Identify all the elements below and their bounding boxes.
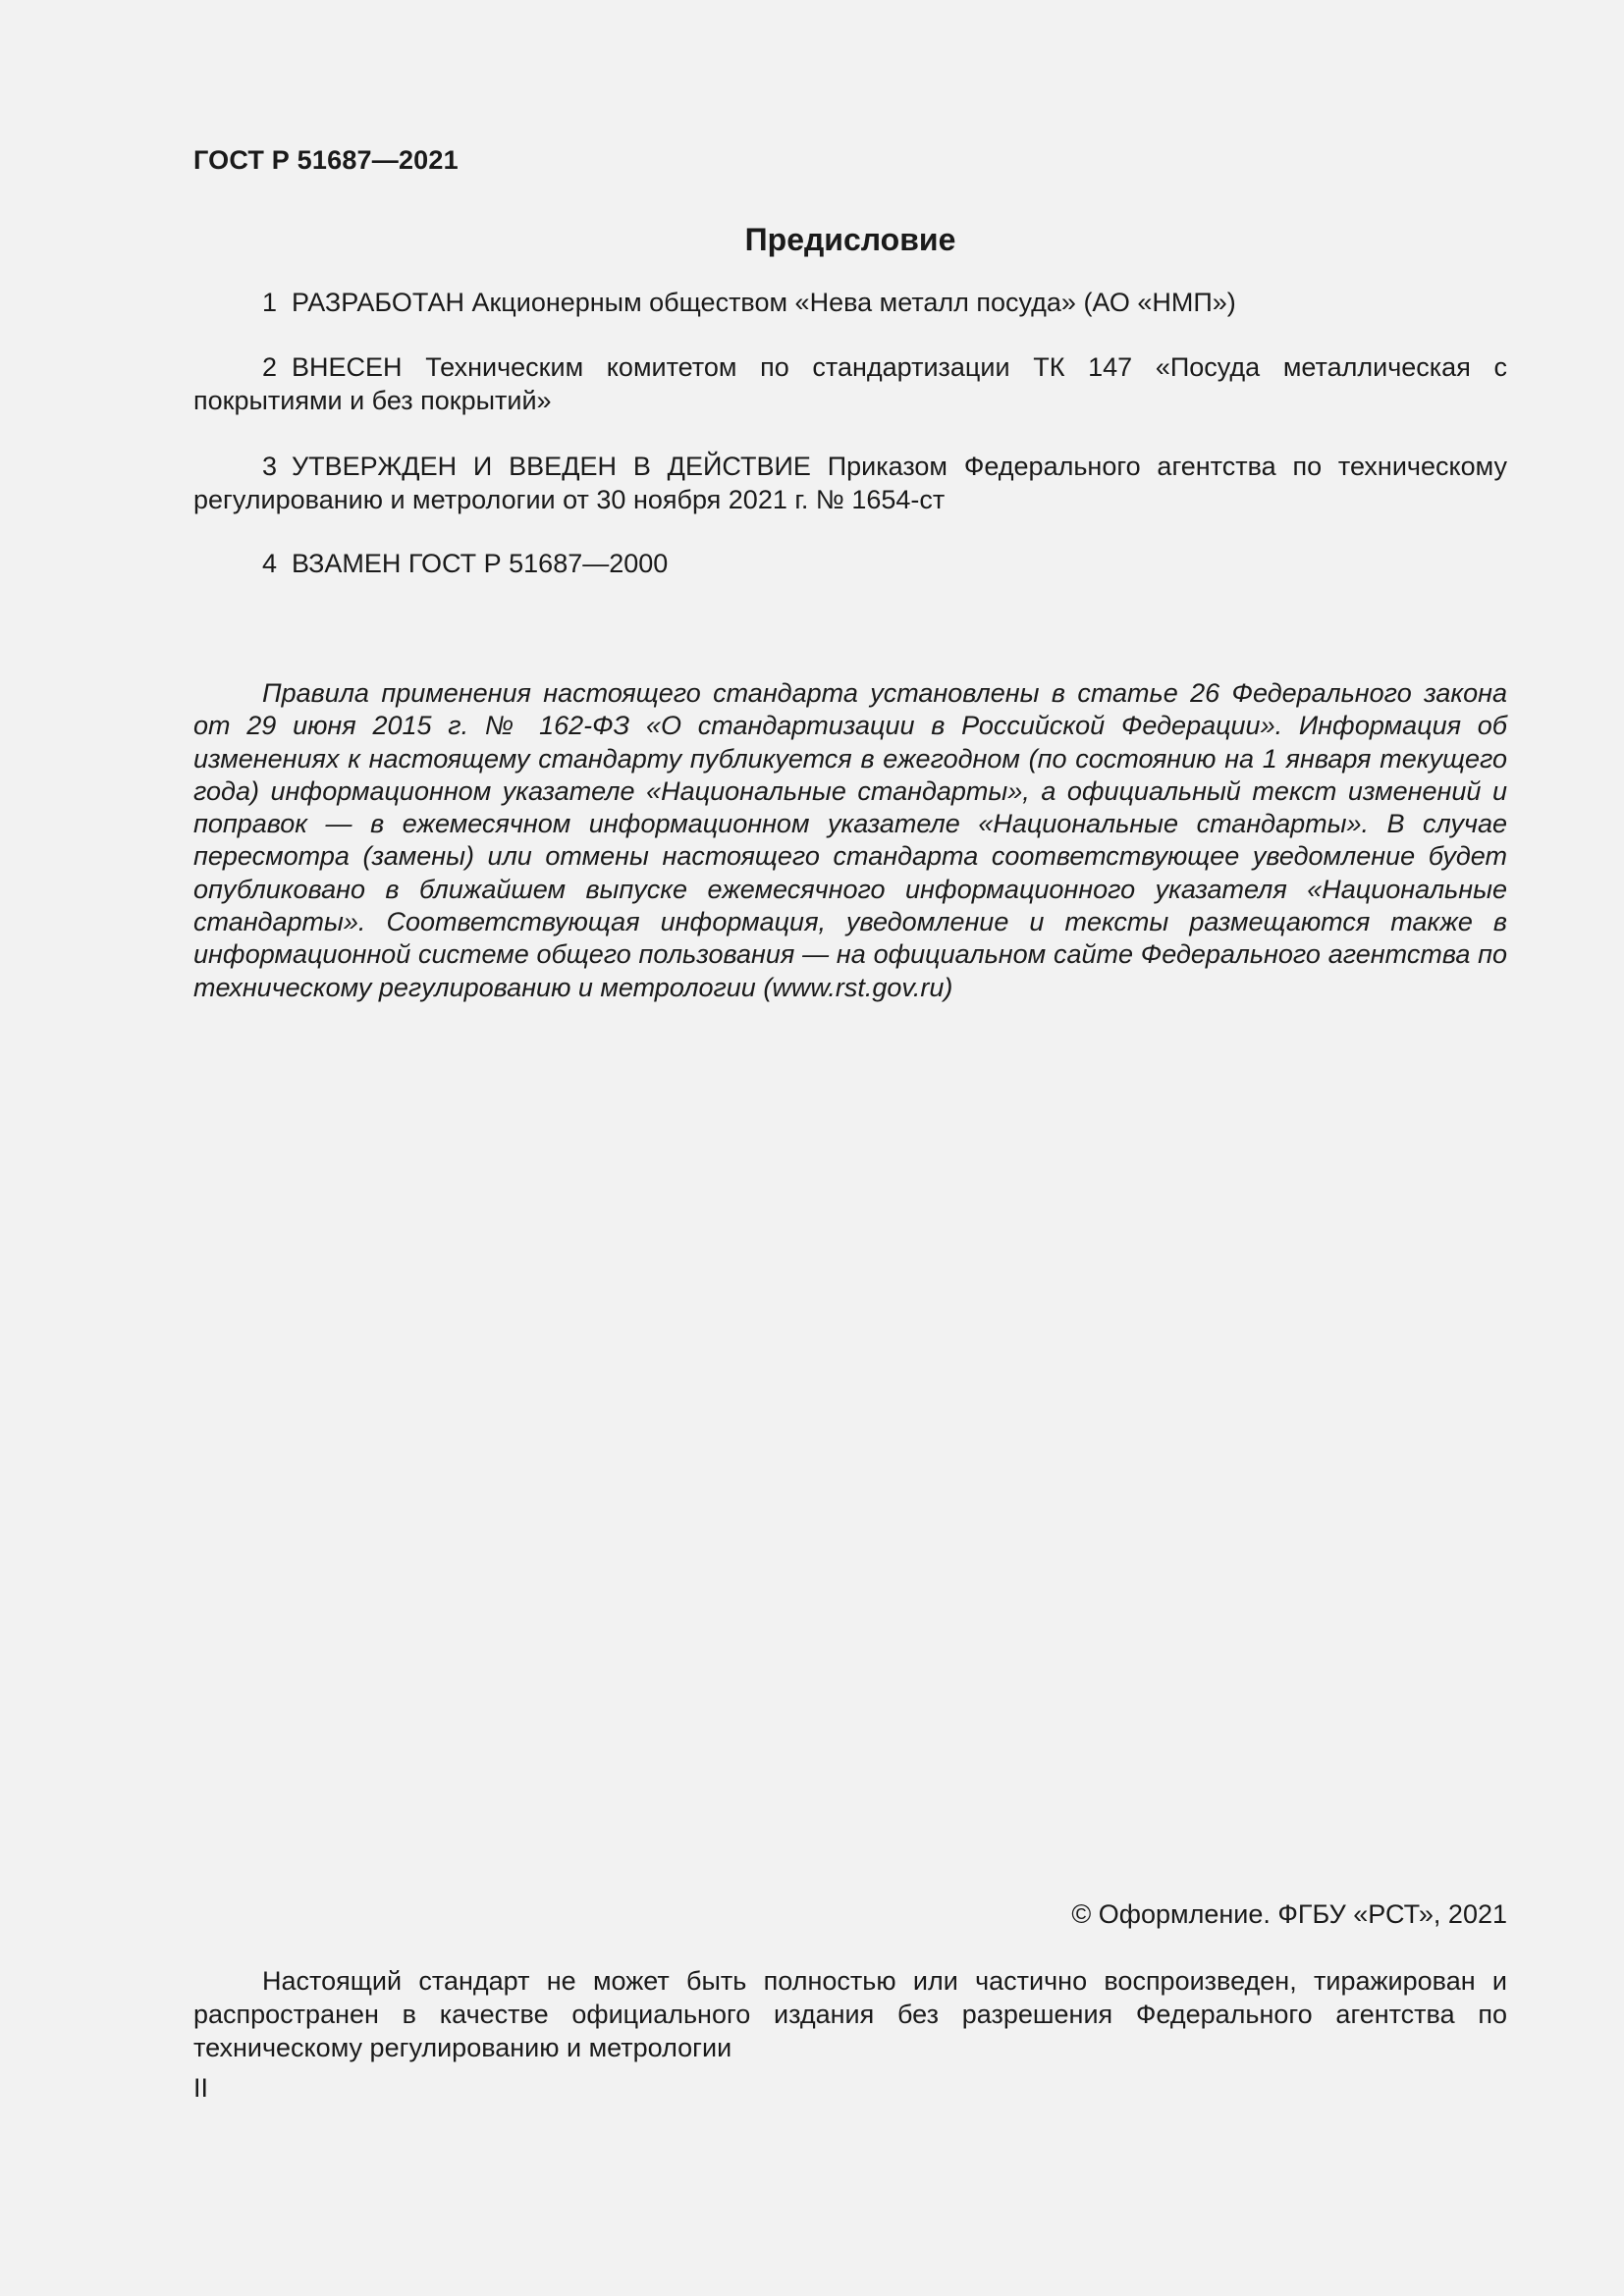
reproduction-notice: Настоящий стандарт не может быть полностью или частично воспроизведен, тиражирован и распространен в качестве официального издания без разрешения Федерального агентства по техническому регулированию и метрологии	[193, 1966, 1507, 2062]
item-number: 4	[262, 549, 278, 578]
item-text: УТВЕРЖДЕН И ВВЕДЕН В ДЕЙСТВИЕ Приказом Федерального агентства по техническому регулированию и метрологии от 30 ноября 2021 г. № 1654-ст	[193, 452, 1507, 514]
preface-item-4	[193, 547, 1507, 580]
item-text: ВЗАМЕН ГОСТ Р 51687—2000	[292, 549, 669, 578]
document-code: ГОСТ Р 51687—2021	[193, 145, 459, 175]
preface-item-3	[193, 450, 1507, 516]
page-title: Предисловие	[744, 222, 956, 257]
item-text: РАЗРАБОТАН Акционерным обществом «Нева металл посуда» (АО «НМП»)	[292, 288, 1236, 317]
preface-item-1	[193, 286, 1507, 319]
rules-paragraph: Правила применения настоящего стандарта установлены в статье 26 Федерального закона от 29 июня 2015 г. № 162-ФЗ «О стандартизации в Российской Федерации». Информация об изменениях к настоящему стандарту публикуется в ежегодном (по состоянию на 1 января текущего года) информационном указателе «Национальные стандарты», а официальный текст изменений и поправок — в ежемесячном информационном указателе «Национальные стандарты». В случае пересмотра (замены) или отмены настоящего стандарта соответствующее уведомление будет опубликовано в ближайшем выпуске ежемесячного информационного указателя «Национальные стандарты». Соответствующая информация, уведомление и тексты размещаются также в информационной системе общего пользования — на официальном сайте Федерального агентства по техническому регулированию и метрологии (www.rst.gov.ru)	[193, 678, 1507, 1002]
item-number: 2	[262, 352, 278, 382]
item-number: 3	[262, 452, 278, 481]
item-number: 1	[262, 288, 278, 317]
item-text: ВНЕСЕН Техническим комитетом по стандартизации ТК 147 «Посуда металлическая с покрытиями и без покрытий»	[193, 352, 1507, 415]
copyright-line: © Оформление. ФГБУ «РСТ», 2021	[1071, 1899, 1507, 1929]
page-number: II	[193, 2073, 209, 2103]
preface-item-2	[193, 350, 1507, 417]
